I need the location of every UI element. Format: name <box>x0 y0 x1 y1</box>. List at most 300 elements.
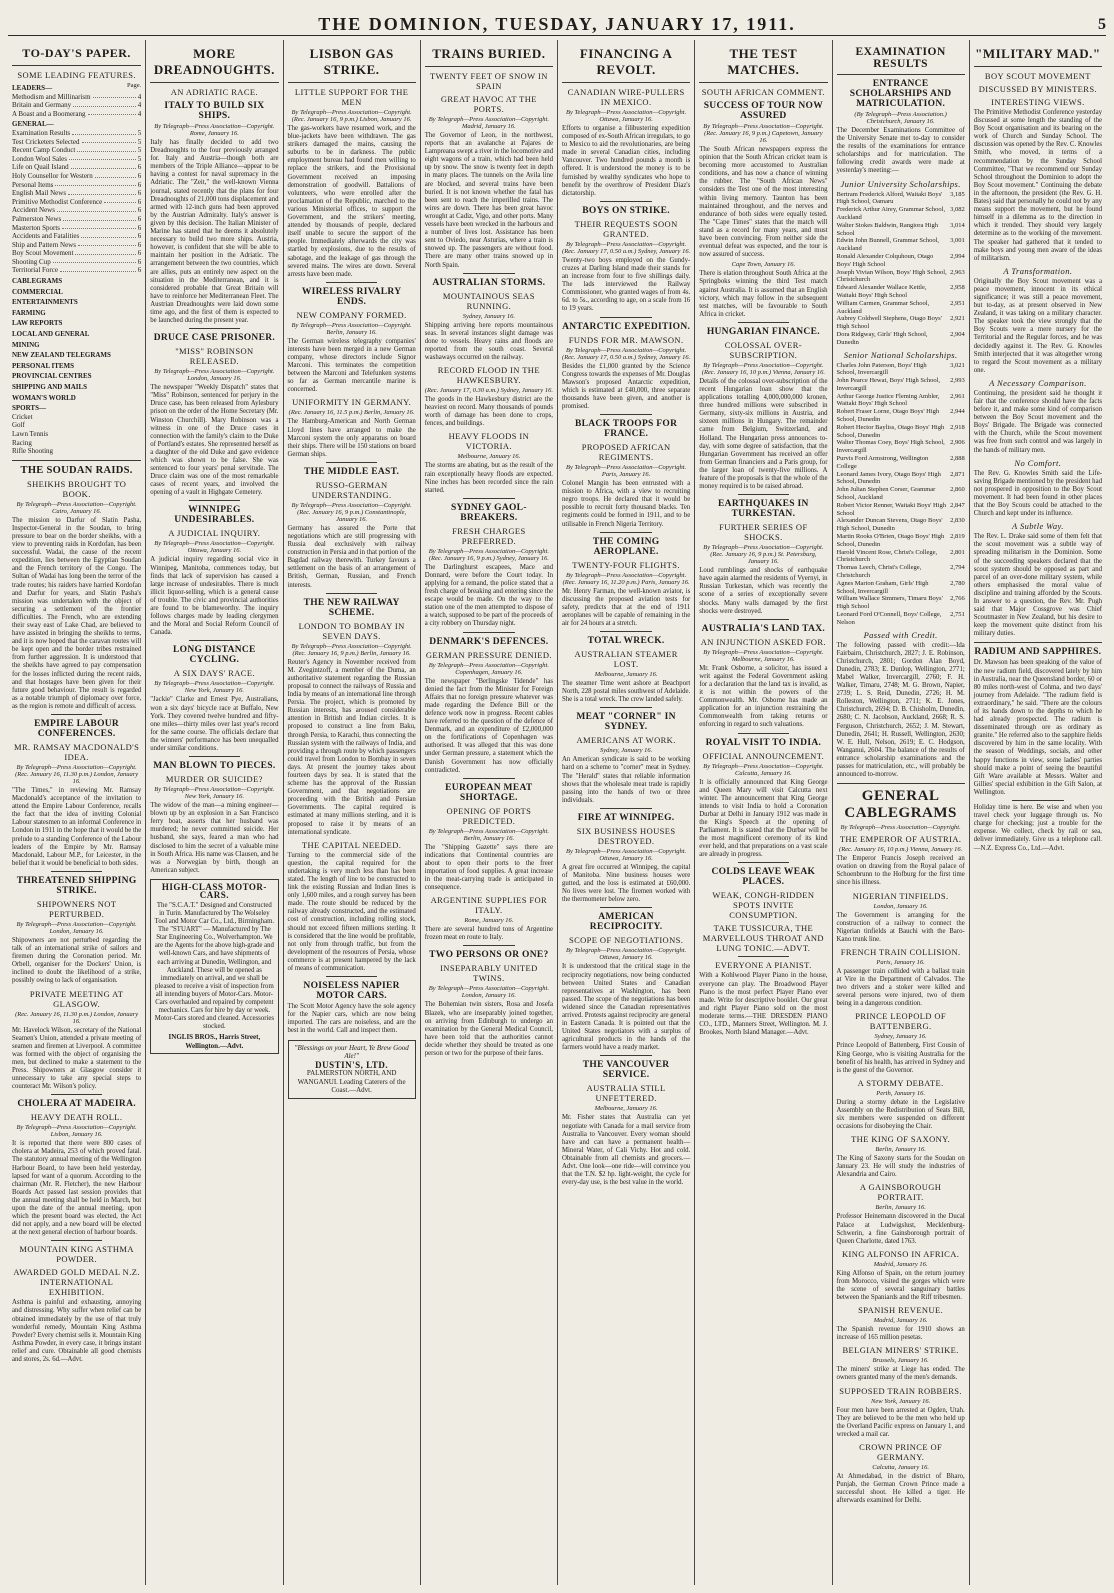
article-headline: THE VANCOUVER SERVICE. <box>582 1060 670 1081</box>
contents-item <box>12 129 141 138</box>
column-2 <box>145 40 282 1585</box>
contents-item-page: 6 <box>137 189 142 198</box>
article-headline: THE NEW RAILWAY SCHEME. <box>303 597 400 618</box>
advert-address: PALMERSTON NORTH, AND WANGANUI. Leading Caterers of the Coast.—Advt. <box>297 1069 406 1094</box>
result-name: Ronald Alexander Colquhoun, Otago Boys' High School <box>836 252 934 268</box>
result-row <box>837 315 965 331</box>
results-list <box>837 362 965 627</box>
contents-item-page: 4 <box>137 101 142 110</box>
contents-item-page: 5 <box>137 146 142 155</box>
article-body: During a stormy debate in the Legislative Assembly on the Redistribution of Seats Bill, six members were suspended on different occasions for disobeying the Chair. <box>836 1098 965 1131</box>
article-subhead: CROWN PRINCE OF GERMANY. <box>859 1441 943 1462</box>
contents-item-title: London Wool Sales <box>12 154 67 163</box>
article-body: Besides the £1,000 granted by the Science Congress towards the expenses of Mr. Douglas Mawson's proposed Antarctic expedition, which is estimated at £40,000, three separate thousands have been given, and another is promised. <box>562 362 691 410</box>
advert-headline: COLDS LEAVE WEAK PLACES. <box>711 867 816 888</box>
article-headline: WINNIPEG UNDESIRABLES. <box>174 505 255 526</box>
result-marks: 3,001 <box>950 237 965 245</box>
more-sections-list <box>12 277 141 402</box>
article-dateline: Calcutta, January 16. <box>872 1463 929 1471</box>
article-body: Reuter's Agency in November received from M. Zvegintzoff, a member of the Duma, an authoritative statement regarding the Russian proposal to connect the railways of Russia and India by means of an international line through Persia. The project, which is promoted by Russian interests, has aroused considerable attention in British and Indian circles. It is proposed to construct a line from Baku, through Persia, to Karachi, thus connecting the Russian system with the railways of India, and providing a through route by which passengers could travel from London to Bombay in seven days. At present the journey takes about fourteen days by sea. It is stated that the scheme has the approval of the Russian Government, and that negotiations are proceeding with the British and Persian Governments. The capital required is estimated at many millions sterling, and it is proposed to raise it by means of an international syndicate. <box>287 658 416 836</box>
result-name: Aubrey Coldwell Stephens, Otago Boys' High School <box>836 315 942 331</box>
result-name: William Carmen, Grammar School, Auckland <box>836 299 930 315</box>
result-name: Leonard Ford O'Connell, Boys' College, Nelson <box>836 611 942 626</box>
article-subhead: SCOPE OF NEGOTIATIONS. <box>568 935 684 946</box>
article-headline: MEAT "CORNER" IN SYDNEY. <box>576 712 676 733</box>
article-subhead: OFFICIAL ANNOUNCEMENT. <box>702 750 825 761</box>
contents-item <box>12 138 141 147</box>
article-dateline: By Telegraph—Press Association—Copyright. Melbourne, January 16. <box>703 648 824 663</box>
article-subhead: INSEPARABLY UNITED TWINS. <box>440 963 538 984</box>
article-subhead: THE EMPEROR OF AUSTRIA. <box>839 834 962 845</box>
article-dateline: Brussels, January 16. <box>872 1357 929 1365</box>
contents-item: PERSONAL ITEMS <box>12 361 75 370</box>
article-body: A judicial inquiry regarding social vice in Winnipeg, Manitoba, commences today, but finds that lack of supervision has caused a large increase of undesirables. There is much illicit liquor-selling, which is a general cause of trouble. The civic and provincial authorities are found to be blameworthy. The inquiry follows charges made by leading clergymen and the Moral and Social Reform Council of Canada. <box>150 556 279 637</box>
article-dateline: Berlin, January 16. <box>875 1204 926 1212</box>
contents-item-page: 6 <box>137 249 142 258</box>
article-headline: FINANCING A REVOLT. <box>579 46 673 77</box>
contents-item: LAW REPORTS <box>12 319 63 328</box>
contents-item-title: Personal Items <box>12 180 54 189</box>
result-row <box>837 502 965 518</box>
article-subhead: SUPPOSED TRAIN ROBBERS. <box>839 1385 962 1396</box>
result-name: Alexander Duncan Stevens, Otago Boys' High School, Dunedin <box>836 517 943 533</box>
contents-item: COMMERCIAL <box>12 287 63 296</box>
motor-car-advert <box>150 879 278 1055</box>
article-body: It is understood that the critical stage in the reciprocity negotiations, now being conducted between United States and Canadian representatives at Washington, has been passed. The scope of the negotiations has been widened since the Canadian representatives arrived. Protests against reciprocity are general in Eastern Canada. It is pointed out that the United States negotiators with a surplus of agricultural products in the hands of the farmers would have a ready market. <box>562 963 691 1052</box>
contents-item-title: Recent Camp Conduct <box>12 146 76 155</box>
article-headline: HUNGARIAN FINANCE. <box>706 326 820 337</box>
article-subhead: SOUTH AFRICAN COMMENT. <box>701 87 825 97</box>
contents-item-title: Accident News <box>12 206 55 215</box>
contents-list: LEADERS— Page. Methodism and Millinarism 4 Britain and Germany 4 A Boast and a Boomerang 4 GENERAL— Examination Results 5 Test Cricketers Selected 5 Recent Camp Conduct 5 London Wool Sales 5 Life on Quail Island 6 Holy Counsellor for Western 6 Personal Items 6 English Mail News 6 Primitive Methodist Conference 6 Accident News 6 Palmerston News 6 Masterton Sports 6 Accidents and Fatalities 6 Ship and Pattern News 6 Boy Scout Movement 6 Shooting Cup 6 Territorial Force 6 CABLEGRAMS COMMERCIAL ENTERTAINMENTS FARMING LAW REPORTS LOCAL AND GENERAL MINING NEW ZEALAND TELEGRAMS PERSONAL ITEMS PROVINCIAL CENTRES SHIPPING AND MAILS WOMAN'S WORLD SPORTS— Cricket Golf Lawn Tennis Racing Rifle Shooting <box>12 82 142 456</box>
contents-item-title: A Boast and a Boomerang <box>12 109 86 118</box>
contents-item <box>12 258 141 267</box>
article-dateline: By Telegraph—Press Association—Copyright. London, January 16. <box>16 920 137 935</box>
article-body: The Rev. L. Drake said some of them felt that the scout movement was a subtle way of spreading militarism in the Dominion. Some of the succeeding speakers declared that the scout system should be opposed as part and parcel of an over-done military system, while others emphasised the moral value of discipline and training afforded by the Scouts. In answer to a question, the Rev. Mr. Pugh said that Major Cossgrove was Chief Scoutmaster in New Zealand, but his desire to keep the movement quite distinct from his military duties. <box>973 533 1102 638</box>
article-body: The Rev. G. Knowles Smith said the Life-saving Brigade mentioned by the president had not prospered in opposition to the Boy Scout movement. It had been found in other places that the Boy Scouts could be attached to the Church and kept under its influence. <box>973 469 1102 518</box>
article-body: The "Shipping Gazette" says there are indications that Continental countries are about to open their ports to the freer importation of food supplies. A great increase in the meat-carrying trade is anticipated in consequence. <box>424 843 553 892</box>
article-dateline: By Telegraph—Press Association—Copyright. Ottawa, January 16. <box>566 947 687 962</box>
article-dateline: By Telegraph—Press Association—Copyright. Copenhagen, January 16. <box>428 661 549 676</box>
article-dateline: Sydney, January 16. <box>462 312 516 320</box>
article-dateline: By Telegraph—Press Association—Copyright. (Rec. January 16, 9 p.m.) Capetown, January 16. <box>703 123 824 144</box>
contents-item: MINING <box>12 340 40 349</box>
article-body: The Spanish revenue for 1910 shows an increase of 165 million pesetas. <box>836 1326 965 1342</box>
contents-item: Lawn Tennis <box>12 429 49 438</box>
article-body: Professor Heinemann discovered in the Ducal Palace at Ludwigslust, Mecklenburg-Schwerin, a fine Gainsborough portrait of Queen Charlotte, dated 1763. <box>836 1213 965 1245</box>
contents-item-page: 6 <box>137 223 142 232</box>
result-row <box>837 439 965 455</box>
advert-headline: HIGH-CLASS MOTOR-CARS. <box>161 881 267 901</box>
article-body: The Hamburg-American and North German Lloyd lines have arranged to make the Marconi system the only apparatus on board their ships. There will be 150 stations on board German ships. <box>287 418 416 458</box>
contents-item-page: 6 <box>137 214 142 223</box>
article-body: Italy has finally decided to add two Dreadnoughts to the four previously arranged for. Italy and Austria—though both are members of the Triple Alliance—appear to be having a contest for naval supremacy in the Adriatic. The "Zeit," the well-known Vienna journal, stated recently that the plans for four Dreadnoughts of 21,000 tons displacement and armed with 12-inch guns had been approved by the Austrian Admiralty. Italy's answer is given by this decision. The Italian Minister of Marine has stated that he deems it absolutely necessary to build two more ships. Austria, however, is confident that she will be able to maintain her position in the Adriatic. The arrangement between the two countries, which are allies, puts an entirely new aspect on the situation in the Mediterranean, and it is considered probable that Great Britain will have to reinforce her Mediterranean Fleet. The Austrian Dreadnoughts were laid down some time ago, and the first of them is expected to be launched during the present year. <box>150 139 279 325</box>
contents-item: Rifle Shooting <box>12 447 54 456</box>
contents-item: Racing <box>12 438 32 447</box>
article-body: The newspaper "Berlingske Tidende" has denied the fact from the Minister for Foreign Affairs that no foreign pressure whatever was made regarding the Defence Bill or the defence work now in progress. Recent cables have referred to the question of the defence of Denmark, and an expenditure of £2,000,000 on the fortifications of Copenhagen was authorised. It was alleged that this was done under German pressure, a statement which the Danish Government has now officially contradicted. <box>424 677 553 774</box>
result-name: John Julian Stephen Corser, Grammar School, Auckland <box>836 486 936 502</box>
article-dateline: By Telegraph—Press Association—Copyright. Berlin, January 16. <box>291 321 412 336</box>
article-dateline: By Telegraph—Press Association—Copyright. (Rec. January 16, 9 p.m.) Constantinople, January 16. <box>291 501 412 523</box>
article-body: Twenty-two boys employed on the Gundy-cruzes at Darling Island made their stands for an increase from four to five shillings daily. The lads interviewed the Railway Commissioner, who granted wages of from 4s. 6d. to 5s., according to age, on a scale from 16 to 19 years. <box>562 256 691 313</box>
contents-item <box>12 181 141 190</box>
advert-body: Asthma is painful and exhausting, annoying and distressing. Why suffer when relief can be obtained immediately by the use of that truly wonderful remedy, Mountain King Asthma Powder? Every chemist sells it. Mountain King Asthma Powder, in every case, it brings instant relief and cure. Obtainable all good chemists and stores, 2s. 6d.—Advt. <box>12 1299 142 1364</box>
article-headline: AUSTRALIA'S LAND TAX. <box>701 623 826 634</box>
article-crosshead: A Necessary Comparison. <box>989 377 1087 388</box>
article-body: The Governor of Leon, in the northwest, reports that an avalanche at Pajares de Lampreana swept a river in the locomotive and eight wagons of a train, which had been held up by snow. The snow is twenty feet in depth in many places. The tunnels on the Avila line are blocked, and several trains have been buried. It is not known whether the fatal has been sent to reach the imperilled trains. The wires are down. There has been great havoc wrought at Cadiz, Vigo, and other ports. Many vessels have been wrecked in the harbours and a number of lives lost. Assistance has been sent to Oviedo, near Asturias, where a train is snowed up. The passengers are without food. There are many other trains snowed up in North Spain. <box>424 132 553 269</box>
article-subhead: FRENCH TRAIN COLLISION. <box>840 946 961 957</box>
masthead <box>8 14 1106 36</box>
article-body: The following passed with credit:—Ida Fairbairn, Christchurch, 2827; J. E. Robinson, Christchurch, 2801; Gordon Alan Boyd, Dunedin, 2783; E. Dunlop, Wellington, 2771; Mabel Walker, Invercargill, 2760; F. H. Walker, Timaru, 2748; M. G. Brown, Napier, 2739; L. S. Reid, Dunedin, 2726; H. M. Rolleston, Wellington, 2711; K. E. Jones, Christchurch, 2694; D. B. Chisholm, Dunedin, 2680; C. N. Jacobson, Auckland, 2668; R. S. Ferguson, Christchurch, 2652; J. M. Stewart, Dunedin, 2641; H. Russell, Wellington, 2630; W. E. Hull, Nelson, 2619; E. C. Hodgson, Wanganui, 2604. The balance of the results of entrance scholarship examinations and the passes for matriculation, etc., will probably be announced to-morrow. <box>836 641 965 779</box>
contents-item <box>12 110 141 119</box>
contents-item-page: 6 <box>137 163 142 172</box>
article-headline: MAN BLOWN TO PIECES. <box>153 761 276 772</box>
contents-item <box>12 241 141 250</box>
article-dateline: Sydney, January 16. <box>599 747 653 755</box>
contents-item: ENTERTAINMENTS <box>12 298 78 307</box>
article-headline: ROYAL VISIT TO INDIA. <box>705 737 822 748</box>
article-dateline: Madrid, January 16. <box>873 1317 928 1325</box>
leaders-list <box>12 93 141 119</box>
article-body: At Ahmedabad, in the district of Bharo, Punjab, the German Crown Prince made a successful shoot. He killed a tiger. He afterwards examined for Delhi. <box>836 1472 965 1505</box>
advert-name: DUSTIN'S, LTD. <box>315 1059 389 1070</box>
contents-item-title: Shooting Cup <box>12 257 51 266</box>
contents-item <box>12 163 141 172</box>
article-body: The Scott Motor Agency have the sole agency for the Napier cars, which are now being imported. The cars are noiseless, and are the best in the world. Call and inspect them. <box>287 1003 416 1035</box>
article-crosshead: A Transformation. <box>1003 265 1073 276</box>
result-marks: 2,847 <box>950 501 965 509</box>
contents-item <box>12 101 141 110</box>
newspaper-title: THE DOMINION, TUESDAY, JANUARY 17, 1911. <box>318 14 796 34</box>
article-body: The mission to Darfur of Slatin Pasha, Inspector-General in the Soudan, to bring pressure to bear on the border sheikhs, with a view to preventing raids in Kordofan, has been successful. Wadai, the cause of the recent expedition, lies between the Egyptian Soudan and the French territory of the Congo. The Sultan of Wadai has long been the terror of the trade routes; his raiders have harried Kordofan and Darfur for years, and Slatin Pasha's mission was undertaken with the object of securing a settlement of the frontier difficulties. The French, who are extending their sway east of Lake Chad, are believed to have assisted in bringing the sheikhs to terms, and it is now hoped that the caravan routes will be kept open and the border tribes restrained from further aggression. It is understood that the sheikhs have agreed to pay compensation for the losses inflicted during the recent raids, and that hostages have been given for their future good behaviour. The result is regarded as a notable triumph of diplomacy over force, as the region is remote and difficult of access. <box>12 516 142 710</box>
article-subhead: FRESH CHARGES PREFERRED. <box>452 525 526 546</box>
results-list <box>837 191 965 347</box>
contents-item <box>12 215 141 224</box>
article-dateline: (Rec. January 16, 11.5 p.m.) Berlin, January 16. <box>288 409 415 417</box>
article-subhead: SIX BUSINESS HOUSES DESTROYED. <box>576 825 676 846</box>
article-body: The German wireless telegraphy companies' interests have been merged in a new German company, whose directors include Signor Marconi. This terminates the competition between the Marconi and Telefunken systems so far as German mercantile marine is concerned. <box>287 337 416 394</box>
result-name: Frederick Arthur Airey, Grammar School, Auckland <box>836 206 946 221</box>
contents-item: CABLEGRAMS <box>12 277 63 286</box>
article-body: "The Times," in reviewing Mr. Ramsay Macdonald's acceptance of the invitation to attend the Empire Labour Conference, recalls the fact that the idea of inviting Colonial Labour statesmen to an informal Conference in London in 1911 in the hope that it would be the prelude to a standing Conference of the Labour leaders of the Empire by Mr. Ramsay Macdonald, Labour M.P., for Leicester, in the belief that it would be beneficial to both sides. <box>12 787 142 867</box>
article-body: Mr. Fisher states that Australia can yet negotiate with Canada for a mail service from Australia to Vancouver. Every woman should have and can have a permanent health—Mineral Water, of Cali Vichy. Hot and cold. Obtainable from all chemists and grocers.—Advt. One look—one ride—will convince you that the T.N. $2 hp. light-weight, the cycle for every-day use, is the best value in the world. <box>562 1114 691 1187</box>
article-headline: ANTARCTIC EXPEDITION. <box>562 321 691 332</box>
general-cablegrams-heading: GENERAL CABLEGRAMS <box>844 788 957 822</box>
article-headline: AMERICAN RECIPROCITY. <box>589 912 663 933</box>
article-subhead: PRINCE LEOPOLD OF BATTENBERG. <box>855 1011 947 1032</box>
article-dateline: By Telegraph—Press Association—Copyright. <box>840 824 961 832</box>
article-dateline: By Telegraph—Press Association—Copyright. Paris, January 16. <box>566 464 687 479</box>
result-row <box>837 611 965 627</box>
contents-item-title: Accidents and Fatalities <box>12 232 80 241</box>
article-body: The Emperor Francis Joseph received an ovation on drawing from the Royal palace of Schoenbrunn to the Hofburg for the first time since his illness. <box>836 855 965 887</box>
advert-body: With a Kohlwood Player Piano in the house, everyone can play. The Broadwood Player Piano is the most perfect Player Piano ever made. Write for descriptive booklet. Our great and right Player Piano sold on the most moderate terms.—THE DRESDEN PIANO CO., LTD., Manners Street, Wellington. M. J. Brookes, North Island Manager.—Advt. <box>699 972 828 1037</box>
article-headline: NOISELESS NAPIER MOTOR CARS. <box>303 981 400 1002</box>
article-dateline: Cape Town, January 16. <box>731 261 796 269</box>
article-body: Shipowners are not perturbed regarding the talk of an international strike of sailors and firemen during the Coronation period. Mr. Orbell, organiser for the Dockers' Union, is inclined to doubt the likelihood of a strike, possibly owing to lack of organisation. <box>12 936 142 985</box>
contents-item <box>12 224 141 233</box>
result-marks: 2,766 <box>950 595 965 603</box>
article-dateline: By Telegraph—Press Association—Copyright. Cairo, January 16. <box>16 500 137 515</box>
article-subhead: LITTLE SUPPORT FOR THE MEN <box>294 87 409 107</box>
article-dateline: By Telegraph—Press Association—Copyright. (Rec. January 16, 11.30 p.m.) London, January 16. <box>15 764 139 785</box>
article-subhead: OPENING OF PORTS PREDICTED. <box>446 805 532 826</box>
article-subhead: PROPOSED AFRICAN REGIMENTS. <box>581 442 671 463</box>
article-dateline: By Telegraph—Press Association—Copyright. (Rec. January 16, 11.20 p.m.) Paris, January 16. <box>562 571 690 586</box>
article-subhead: MR. RAMSAY MACDONALD'S IDEA. <box>14 742 140 762</box>
result-row <box>837 362 965 378</box>
contents-item-title: Ship and Pattern News <box>12 240 76 249</box>
result-name: Agnes Marion Graham, Girls' High School, Invercargill <box>836 579 929 595</box>
article-subhead: GERMAN PRESSURE DENIED. <box>425 649 552 660</box>
article-subhead: NIGERIAN TINFIELDS. <box>852 890 949 901</box>
article-dateline: By Telegraph—Press Association—Copyright. (Rec. January 16, 9 p.m.) Sydney, January 16. <box>428 547 549 562</box>
article-body: The South African newspapers express the opinion that the South African cricket team is becoming more accustomed to Australian conditions, and has now a chance of winning the rubber. The "South African News" considers the Test one of the most interesting within living memory. Taunton has been maintained throughout, and the nerves and endurance of both sides were equally tested. The "Cape Times" states that the match will stand as a record for many years, and must have been convincing. From neither side the eventual defeat was expected, and the tour is now assured of success. <box>699 146 828 259</box>
result-name: Purvis Ford Armstrong, Wellington College <box>836 455 929 470</box>
column-3 <box>283 40 420 1585</box>
article-body: The December Examinations Committee of the University Senate met to-day to consider the results of the examinations for entrance scholarships and for matriculation. The following credit awards were made at yesterday's meeting:— <box>836 127 965 175</box>
result-name: Walter Stokes Baldwin, Rangiora High School <box>836 221 938 237</box>
result-marks: 2,944 <box>950 408 965 416</box>
article-headline: TWO PERSONS OR ONE? <box>429 950 549 961</box>
article-body: There are several hundred tons of Argentine frozen meat en route to Italy. <box>424 926 553 942</box>
article-body: The gas-workers have resumed work, and the blue-jackets have been withdrawn. The gas strikers damaged the mains, causing the suburbs to be in darkness. The public employment bureau had found men willing to replace the strikers, and the Provisional Government received an imposing demonstration of goodwill. Battalions of volunteers, who were enrolled after the proclamation of the Republic, marched to the various Ministerial offices, to support the Government, and the strikers' meeting, attended by thousands of people, declared itself unable to secure the support of the people. Immediately afterwards the city was startled by explosions, due to the results of sabotage, and the leakage of gas through the severed mains. The wires are down. Several arrests have been made. <box>287 125 416 278</box>
article-subhead: MURDER OR SUICIDE? <box>165 774 263 785</box>
article-dateline: By Telegraph—Press Association—Copyright. (Rec. January 17, 0.50 a.m.) Sydney, January 16. <box>562 240 691 255</box>
article-dateline: By Telegraph—Press Association—Copyright. Berlin, January 16. <box>428 827 549 842</box>
article-body: Originally the Boy Scout movement was a peace movement, innocent in its ethical significance; it was still a peace movement, but to-day, as at present observed in New Zealand, it was taking on a military character. The speaker took the view strongly that the Boy Scouts were a mere nursery for the Territorial and the Regular forces, and he was decidedly against it. The Rev. G. Knowles Smith interjected that it was altogether wrong to regard the Scout movement as a military one. <box>973 277 1102 374</box>
article-body: The miners' strike at Liege has ended. The owners granted many of the men's demands. <box>836 1366 965 1382</box>
result-name: Robert Fraser Lorne, Otago Boys' High School, Dunedin <box>836 408 940 424</box>
article-headline: RADIUM AND SAPPHIRES. <box>974 647 1102 658</box>
article-subhead: AMERICANS AT WORK. <box>576 735 676 746</box>
contents-item <box>12 198 141 207</box>
article-dateline: Madrid, January 16. <box>873 1260 928 1268</box>
article-dateline: (Rec. January 16, 11.30 p.m.) London, January 16. <box>15 1010 139 1025</box>
contents-item <box>12 172 141 181</box>
advert-address: INGLIS BROS., Harris Street, Wellington.—Advt. <box>168 1033 261 1050</box>
contents-item-page: 6 <box>137 206 142 215</box>
article-dateline: By Telegraph—Press Association—Copyright. (Rec. January 16, 9 p.m.) Berlin, January 16. <box>291 642 412 657</box>
advert-subhead: TAKE TUSSICURA, THE MARVELLOUS THROAT AND LUNG TONIC.—ADVT. <box>702 923 824 954</box>
article-body: King Alfonso of Spain, on the return journey from Morocco, visited the gorges which were the scene of several sanguinary battles between the Spaniards and the Riff tribesmen. <box>836 1269 965 1302</box>
column-1 <box>8 40 145 1585</box>
article-subhead: TWENTY FEET OF SNOW IN SPAIN <box>430 71 548 91</box>
contents-item-title: Holy Counsellor for Western <box>12 171 93 180</box>
article-subhead: A JUDICIAL INQUIRY. <box>168 528 261 539</box>
article-dateline: By Telegraph—Press Association—Copyright. (Rec. January 16, 9 p.m.) St. Petersburg, January 16. <box>703 544 824 566</box>
results-section-heading: Senior National Scholarships. <box>843 349 958 360</box>
article-subhead: INTERESTING VIEWS. <box>991 97 1085 107</box>
article-dateline: By Telegraph—Press Association—Copyright. (Rec. January 17, 0.50 a.m.) Sydney, January 16. <box>562 346 691 361</box>
advert-body: Holiday time is here. Be wise and when you travel check your luggage through us. No charge for checking; just a trouble for the expense. We collect, check by rail or sea, deliver immediately. Give us a telephone call.—N.Z. Express Co., Ltd.—Advt. <box>973 804 1102 852</box>
contents-item-page: 6 <box>137 232 142 241</box>
article-subhead: KING ALFONSO IN AFRICA. <box>841 1248 960 1259</box>
article-subhead: MOUNTAINOUS SEAS RUNNING. <box>442 290 535 311</box>
result-row <box>837 595 965 611</box>
article-subhead: HEAVY FLOODS IN VICTORIA. <box>448 431 530 452</box>
contents-item-page: 6 <box>137 257 142 266</box>
result-row <box>837 455 965 471</box>
result-name: John Pearce Hewat, Boys' High School, Invercargill <box>836 377 941 392</box>
article-subhead: RUSSO-GERMAN UNDERSTANDING. <box>311 479 392 500</box>
article-body: The storms are abating, but as the result of the rain exceptionally heavy floods are expected. Nine inches has been recorded since the rain started. <box>424 462 553 494</box>
article-subhead: SPANISH REVENUE. <box>858 1305 944 1316</box>
article-body: The steamer Time went ashore at Beachport North, 228 postal miles southwest of Adelaide. She is a total wreck. The crew landed safely. <box>562 680 691 704</box>
contents-item-title: English Mail News <box>12 189 67 198</box>
general-list <box>12 129 141 275</box>
result-name: Charles John Paterson, Boys' High School, Invercargill <box>836 361 927 377</box>
contents-item <box>12 155 141 164</box>
contents-item: PROVINCIAL CENTRES <box>12 372 92 381</box>
article-body: Prince Leopold of Battenberg, First Cousin of King George, who is visiting Australia for the benefit of his health, has arrived in Sydney and is the guest of the Governor. <box>836 1042 965 1074</box>
article-subhead: AUSTRALIAN STEAMER LOST. <box>574 649 678 670</box>
article-dateline: (Rec. January 16, 10 p.m.) Vienna, January 16. <box>839 846 963 854</box>
article-subhead: THEIR REQUESTS SOON GRANTED. <box>574 218 678 239</box>
result-name: William Wallace Simmers, Timaru Boys' High School <box>836 595 943 611</box>
result-marks: 2,888 <box>950 455 965 463</box>
result-name: Martin Rooks O'Brien, Otago Boys' High School, Dunedin <box>836 533 945 548</box>
article-headline: EARTHQUAKES IN TURKESTAN. <box>718 499 809 520</box>
contents-item-title: Examination Results <box>12 128 71 137</box>
result-name: Robert Hector Bayliss, Otago Boys' High School, Dunedin <box>836 423 945 439</box>
article-body: Turning to the commercial side of the question, the capital required for the undertaking is very much less than has been stated. The length of line to be constructed to link the existing Russian and Indian lines is only 1,600 miles, and a rough survey has been made. The route should be reduced by the railway already constructed, and the estimated cost of construction, including rolling stock, should not exceed fifteen millions sterling. It is considered that the line would be profitable, not only from through traffic, but from the development of the resources of Persia, whose commerce is at present hampered by the lack of means of communication. <box>287 851 416 973</box>
result-row <box>837 222 965 238</box>
article-body: The Primitive Methodist Conference yesterday discussed at some length the standing of the Boy Scout organisation and its bearing on the work of Church and Sunday School. The discussion was opened by the Rev. C. Knowles Smith, who moved, in terms of a recommendation by the Sunday School Committee, "That we recommend our Sunday School throughout the Dominion to adopt the Boy Scout movement." Continuing the debate in the afternoon, the president (the Rev. G. H. Bates) said that personally he could not by any means support the movement, but he found himself in a dilemma as to the direction in which it trended. They should very largely determine as to the working of the movement. The speaker had gathered that it tended to make boys and young men aware of the ideas of militarism. <box>973 109 1102 262</box>
article-body: A passenger train collided with a ballast train at Vire in the Department of Calvados. The two drivers and a stoker were killed and several persons were injured, two of them being in a dangerous condition. <box>836 967 965 1008</box>
article-body: Efforts to organise a filibustering expedition composed of ex-South African irregulars, to go to Mexico to aid the revolutionaries, are being made in several Canadian cities, including Vancouver. Two hundred pounds a month is offered. It is understood the money is to be furnished by wealthy syndicates who hope to benefit by the overthrow of President Diaz's dictatorship. <box>562 125 691 197</box>
result-row <box>837 424 965 440</box>
article-subhead: SHIPOWNERS NOT PERTURBED. <box>36 898 117 919</box>
advert-headline: EVERYONE A PIANIST. <box>715 960 812 971</box>
article-body: Mr. Frank Osborne, a solicitor, has issued a writ against the Federal Government asking for a declaration that the land tax is invalid, as it is not within the powers of the Commonwealth. Mr. Osborne has made an application for an injunction restraining the Commonwealth from taking returns or enforcing in regard to such valuations. <box>699 664 828 729</box>
column-5 <box>557 40 694 1585</box>
contents-item: Cricket <box>12 412 33 421</box>
contents-item <box>12 93 141 102</box>
article-headline: WIRELESS RIVALRY ENDS. <box>301 286 402 307</box>
article-subhead: THE KING OF SAXONY. <box>851 1134 951 1145</box>
result-row <box>837 393 965 409</box>
article-dateline: New York, January 16. <box>871 1397 931 1405</box>
article-dateline: By Telegraph—Press Association—Copyright. London, January 16. <box>428 985 549 1000</box>
article-headline: LONG DISTANCE CYCLING. <box>173 645 256 666</box>
article-subhead: DISCUSSED BY MINISTERS. <box>978 84 1097 94</box>
article-dateline: (Rec. January 17, 0.30 a.m.) Sydney, January 16. <box>424 387 553 395</box>
article-headline: CHOLERA AT MADEIRA. <box>17 1099 136 1110</box>
column-6 <box>694 40 831 1585</box>
contents-item-title: Primitive Methodist Conference <box>12 197 103 206</box>
article-subhead: A GAINSBOROUGH PORTRAIT. <box>859 1182 942 1203</box>
result-marks: 2,958 <box>950 284 965 292</box>
result-marks: 2,819 <box>950 533 965 541</box>
article-headline: THE MIDDLE EAST. <box>304 466 400 477</box>
result-row <box>837 471 965 487</box>
article-headline: THE SOUDAN RAIDS. <box>20 464 133 476</box>
caterer-advert <box>288 1040 416 1099</box>
article-subhead: ARGENTINE SUPPLIES FOR ITALY. <box>430 895 548 916</box>
contents-item-title: Masterton Sports <box>12 223 61 232</box>
article-subhead: BOY SCOUT MOVEMENT <box>984 71 1091 81</box>
article-subhead: ITALY TO BUILD SIX SHIPS. <box>164 101 265 121</box>
article-headline: SYDNEY GAOL-BREAKERS. <box>450 502 527 523</box>
article-headline: MORE DREADNOUGHTS. <box>153 46 275 77</box>
advert-subhead: WEAK, CONGH-RIDDEN SPOTS INVITE CONSUMPTION. <box>712 890 815 921</box>
article-dateline: Paris, January 16. <box>876 958 925 966</box>
result-marks: 2,906 <box>950 439 965 447</box>
article-dateline: Sydney, January 16. <box>874 1033 927 1041</box>
result-name: Walter Thomas Coey, Boys' High School, Invercargill <box>836 439 945 455</box>
result-row <box>837 486 965 502</box>
contents-item-title: Life on Quail Island <box>12 163 69 172</box>
contents-item-page: 5 <box>137 154 142 163</box>
contents-item <box>12 189 141 198</box>
article-subhead: RECORD FLOOD IN THE HAWKESBURY. <box>437 365 540 386</box>
result-row <box>837 377 965 393</box>
article-subhead: BELGIAN MINERS' STRIKE. <box>842 1345 959 1356</box>
result-name: Bertram Frederick Alford, Waitaki Boys' High School, Oamaru <box>836 190 943 206</box>
advert-headline: MOUNTAIN KING ASTHMA POWDER. <box>19 1244 134 1265</box>
article-subhead: FURTHER SERIES OF SHOCKS. <box>719 522 808 543</box>
article-body: Germany has assured the Porte that negotiations which are still progressing with Russia deal exclusively with railway construction in Persia and in that portion of the Bagdad railway therewith. Turkey favours a settlement on the basis of an arrangement of British, German, Russian, and French interests. <box>287 524 416 589</box>
article-subhead: FUNDS FOR MR. MAWSON. <box>568 334 684 345</box>
result-name: Joseph Vivian Wilson, Boys' High School, Christchurch <box>836 268 947 284</box>
article-subhead: GREAT HAVOC AT THE PORTS. <box>440 94 537 114</box>
result-marks: 2,780 <box>950 579 965 587</box>
article-body: A great fire occurred at Winnipeg, the capital of Manitoba. Nine business houses were gutted, and the loss is estimated at £60,000. No lives were lost. The firemen worked with the thermometer below zero. <box>562 863 691 904</box>
result-marks: 2,830 <box>950 517 965 525</box>
result-marks: 2,751 <box>950 611 965 618</box>
article-headline: THREATENED SHIPPING STRIKE. <box>16 875 137 896</box>
result-marks: 3,021 <box>950 361 965 369</box>
column-7 <box>832 40 969 1585</box>
article-subhead: CANADIAN WIRE-PULLERS IN MEXICO. <box>567 87 685 107</box>
article-body: Details of the colossal over-subscription of the recent Hungarian loan show that the applications totalling 4,000,000,000 kronen, three hundred millions were subscribed in Germany, sixty-six millions in Austria, and sixteen millions in Hungary. The remainder came from Belgium, Switzerland, and Holland. The Hungarian press announces to-day, with some degree of satisfaction, that the Hungarian Government has received an offer from German financiers and a Paris group, for the larger loan of twenty-five millions. A feature of the proposals is that the whole of the money required is to be raised abroad. <box>699 377 828 491</box>
article-body: Loud rumblings and shocks of earthquake have again alarmed the residents of Vyernyi, in Russian Turkestan, which was recently the scene of a series of exceptionally severe shocks. Many walls damaged by the first shocks were destroyed. <box>699 567 828 615</box>
advert-tagline: "Blessings on your Heart, Ye Brew Good Ale!" <box>294 1043 409 1060</box>
contents-item <box>12 206 141 215</box>
article-dateline: By Telegraph—Press Association—Copyright. New York, January 16. <box>154 786 275 801</box>
contents-item <box>12 232 141 241</box>
contents-item-title: Territorial Force <box>12 266 58 275</box>
result-marks: 2,951 <box>950 299 965 307</box>
result-row <box>837 300 965 316</box>
contents-item: WOMAN'S WORLD <box>12 393 76 402</box>
article-subhead: SHEIKHS BROUGHT TO BOOK. <box>26 478 127 499</box>
article-dateline: By Telegraph—Press Association—Copyright. Calcutta, January 16. <box>703 762 824 777</box>
article-body: Mr. Henry Farman, the well-known aviator, is discussing the proposed aviation tests for safety, predicts that at the end of 1911 aeroplanes will be capable of remaining in the air for 24 hours at a stretch. <box>562 587 691 627</box>
result-row <box>837 284 965 300</box>
article-body: The Bohemian twin sisters, Rosa and Josefa Blazek, who are inseparably joined together, on arriving from Edinburgh to undergo an examination by the General Medical Council, have been told that the authorities cannot decide whether they should be treated as one person or two for the purpose of their fares. <box>424 1001 553 1057</box>
result-row <box>837 331 965 347</box>
result-name: Thomas Leech, Christ's College, Christchurch <box>836 564 922 580</box>
advert-subhead: AWARDED GOLD MEDAL N.Z. INTERNATIONAL EXHIBITION. <box>13 1267 140 1298</box>
article-dateline: By Telegraph—Press Association—Copyright. Ottawa, January 16. <box>566 109 687 123</box>
leading-features-heading: SOME LEADING FEATURES. <box>17 70 136 80</box>
article-body: Continuing, the president said he thought it fair that the conference should have the facts before it, and make some kind of comparison between the Boy Scout movement and the Boys' Brigade. The Brigade was connected with the Church, while the Scout movement was free from such control and was largely in the hands of military men. <box>973 389 1102 454</box>
contents-item-page: 5 <box>137 128 142 137</box>
article-subhead: NEW COMPANY FORMED. <box>296 309 407 320</box>
contents-item: FARMING <box>12 308 46 317</box>
article-dateline: Perth, January 16. <box>876 1089 925 1097</box>
article-dateline: By Telegraph—Press Association—Copyright. Lisbon, January 16. <box>16 1124 137 1139</box>
article-dateline: By Telegraph—Press Association—Copyright. London, January 16. <box>154 368 275 383</box>
article-dateline: By Telegraph—Press Association—Copyright. New York, January 16. <box>154 680 275 695</box>
article-body: Four men have been arrested at Ogden, Utah. They are believed to be the men who held up the Overland Pacific express on January 1, and wrecked a mail car. <box>836 1406 965 1438</box>
contents-item-title: Test Cricketers Selected <box>12 137 80 146</box>
article-dateline: By Telegraph—Press Association—Copyright. (Rec. January 16, 10 p.m.) Vienna, January 16. <box>701 361 825 376</box>
result-row <box>837 206 965 222</box>
contents-item <box>12 146 141 155</box>
